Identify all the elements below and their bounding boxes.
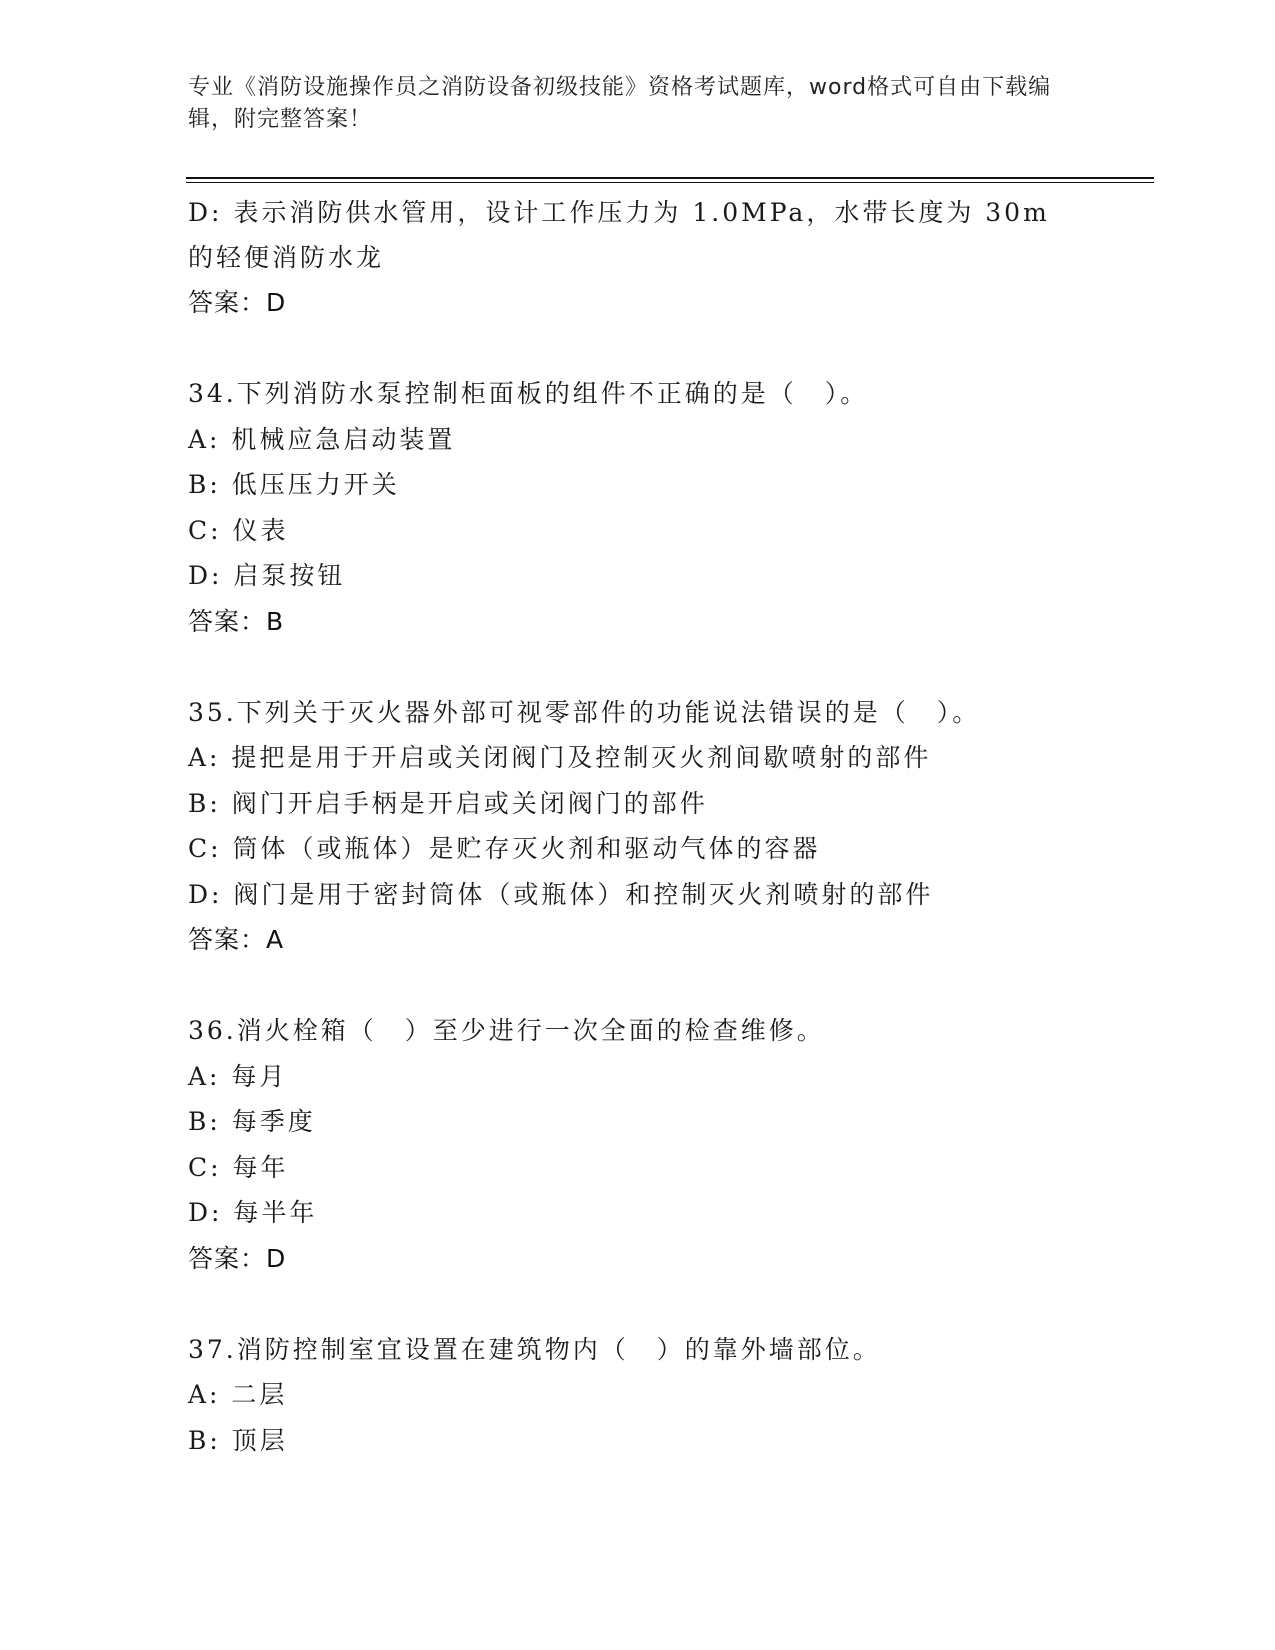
question-36 bbox=[188, 1008, 1148, 1281]
option-b: B: 顶层 bbox=[188, 1425, 288, 1455]
option-d: D: 每半年 bbox=[188, 1198, 318, 1227]
header-rule-thin bbox=[186, 182, 1154, 183]
option-d-continued: D: 表示消防供水管用，设计工作压力为 1.0MPa，水带长度为 30m 的轻便消防水龙 bbox=[188, 198, 1050, 272]
question-stem: 35.下列关于灭火器外部可视零部件的功能说法错误的是（ ）。 bbox=[188, 697, 981, 727]
question-stem: 36.消火栓箱（ ）至少进行一次全面的检查维修。 bbox=[188, 1016, 825, 1045]
answer-line: 答案：B bbox=[188, 606, 285, 636]
option-c: C: 仪表 bbox=[188, 515, 289, 545]
option-c: C: 每年 bbox=[188, 1152, 289, 1182]
question-stem: 37.消防控制室宜设置在建筑物内（ ）的靠外墙部位。 bbox=[188, 1334, 881, 1364]
option-d: D: 启泵按钮 bbox=[188, 561, 346, 590]
question-37 bbox=[188, 1327, 1148, 1464]
answer-line: 答案：A bbox=[188, 925, 285, 954]
question-stem: 34.下列消防水泵控制柜面板的组件不正确的是（ ）。 bbox=[188, 379, 869, 408]
answer-line: 答案：D bbox=[188, 1243, 287, 1273]
option-d: D: 阀门是用于密封筒体（或瓶体）和控制灭火剂喷射的部件 bbox=[188, 879, 934, 909]
question-35 bbox=[188, 690, 1148, 963]
option-a: A: 机械应急启动装置 bbox=[188, 424, 456, 454]
option-b: B: 低压压力开关 bbox=[188, 470, 400, 499]
option-a: A: 二层 bbox=[188, 1380, 288, 1409]
answer-line: 答案：D bbox=[188, 288, 287, 317]
option-c: C: 筒体（或瓶体）是贮存灭火剂和驱动气体的容器 bbox=[188, 834, 821, 863]
option-a: A: 提把是用于开启或关闭阀门及控制灭火剂间歇喷射的部件 bbox=[188, 743, 932, 772]
page-header: 专业《消防设施操作员之消防设备初级技能》资格考试题库，word格式可自由下载编辑，附完整答案！ bbox=[188, 75, 1052, 132]
option-a: A: 每月 bbox=[188, 1061, 288, 1091]
question-34 bbox=[188, 371, 1148, 644]
option-b: B: 阀门开启手柄是开启或关闭阀门的部件 bbox=[188, 788, 708, 818]
header-rule-thick bbox=[186, 177, 1154, 179]
question-content bbox=[188, 190, 1148, 1463]
option-b: B: 每季度 bbox=[188, 1107, 316, 1136]
